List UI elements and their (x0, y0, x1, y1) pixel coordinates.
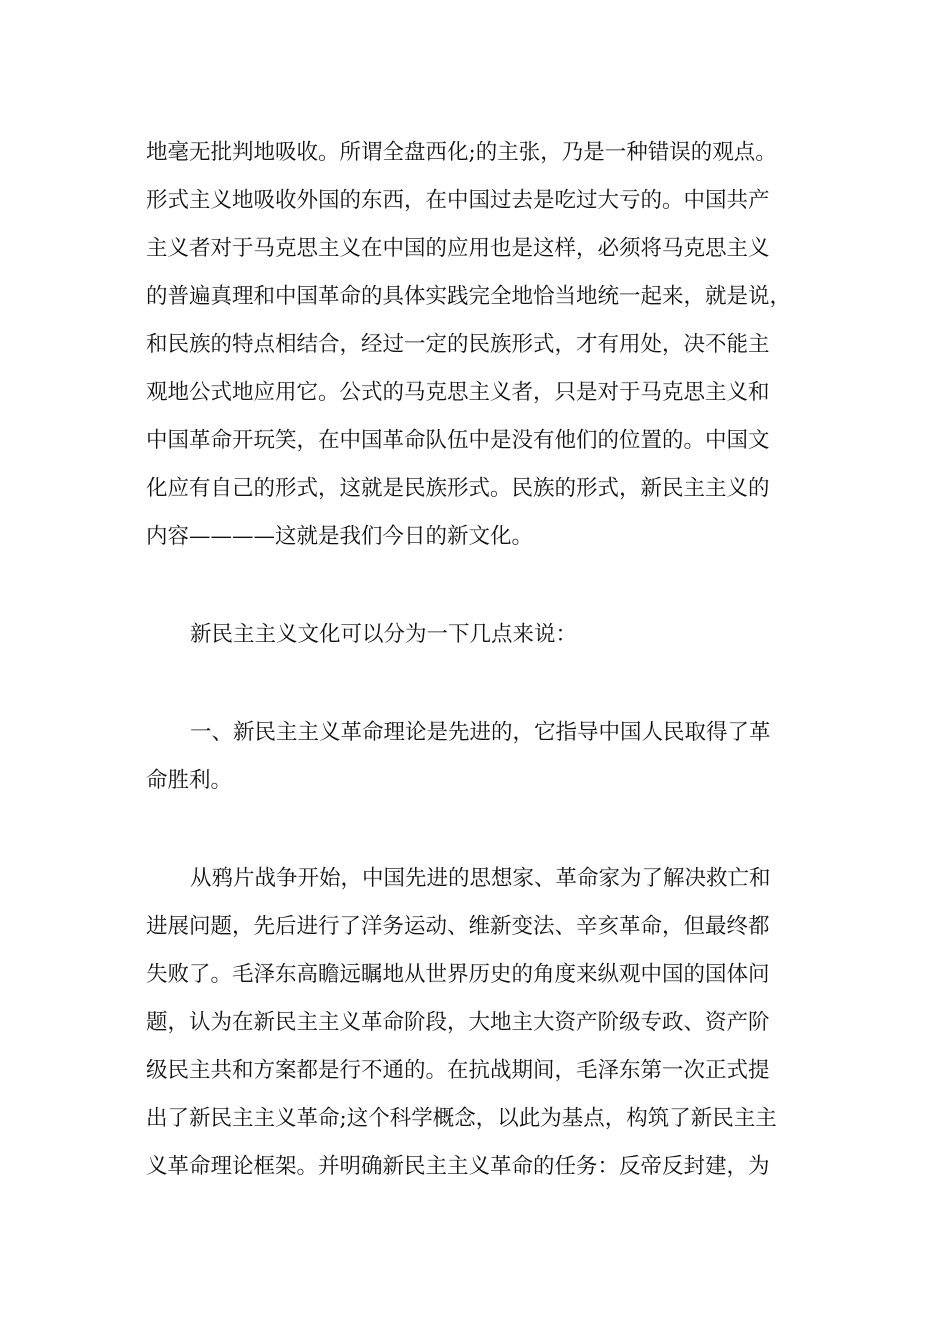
paragraph-4-line-6: 出了新民主主义革命;这个科学概念，以此为基点，构筑了新民主主 (146, 1106, 777, 1131)
paragraph-4-line-1: 从鸦片战争开始，中国先进的思想家、革命家为了解决救亡和 (190, 866, 771, 891)
paragraph-1-line-8: 化应有自己的形式，这就是民族形式。民族的形式，新民主主义的 (146, 476, 770, 501)
paragraph-1-line-2: 形式主义地吸收外国的东西，在中国过去是吃过大亏的。中国共产 (146, 188, 770, 213)
paragraph-1-line-1: 地毫无批判地吸收。所谓全盘西化;的主张，乃是一种错误的观点。 (146, 140, 777, 165)
paragraph-1-line-7: 中国革命开玩笑，在中国革命队伍中是没有他们的位置的。中国文 (146, 428, 770, 453)
paragraph-2-line-1: 新民主主义文化可以分为一下几点来说： (190, 622, 578, 647)
paragraph-1-line-3: 主义者对于马克思主义在中国的应用也是这样，必须将马克思主义 (146, 236, 770, 261)
paragraph-4-line-3: 失败了。毛泽东高瞻远瞩地从世界历史的角度来纵观中国的国体问 (146, 962, 770, 987)
paragraph-4-line-5: 级民主共和方案都是行不通的。在抗战期间，毛泽东第一次正式提 (146, 1058, 770, 1083)
paragraph-1-line-9: 内容————这就是我们今日的新文化。 (146, 524, 534, 549)
paragraph-4-line-7: 义革命理论框架。并明确新民主主义革命的任务：反帝反封建，为 (146, 1154, 770, 1179)
paragraph-1-line-6: 观地公式地应用它。公式的马克思主义者，只是对于马克思主义和 (146, 380, 770, 405)
paragraph-4-line-4: 题，认为在新民主主义革命阶段，大地主大资产阶级专政、资产阶 (146, 1010, 770, 1035)
paragraph-3-line-2: 命胜利。 (146, 768, 233, 793)
paragraph-3-line-1: 一、新民主主义革命理论是先进的，它指导中国人民取得了革 (190, 720, 771, 745)
paragraph-1-line-5: 和民族的特点相结合，经过一定的民族形式，才有用处，决不能主 (146, 332, 770, 357)
paragraph-4-line-2: 进展问题，先后进行了洋务运动、维新变法、辛亥革命，但最终都 (146, 914, 770, 939)
paragraph-1-line-4: 的普遍真理和中国革命的具体实践完全地恰当地统一起来，就是说， (146, 284, 792, 309)
